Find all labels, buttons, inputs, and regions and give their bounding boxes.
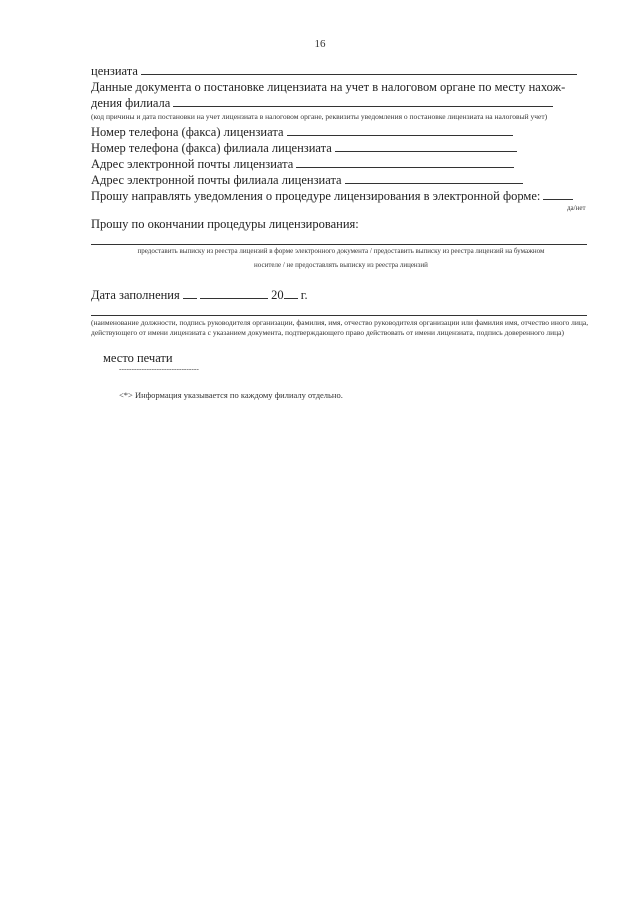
line-branch-location bbox=[91, 95, 591, 111]
fill-date-year-suffix: г. bbox=[300, 288, 308, 302]
fill-date-day-field[interactable] bbox=[183, 287, 197, 299]
licensing-heading: Прошу по окончании процедуры лицензирования: bbox=[91, 217, 359, 231]
branch-location-field[interactable] bbox=[173, 95, 553, 107]
licensee-tail-field[interactable] bbox=[141, 63, 577, 75]
licensee-phone-label: Номер телефона (факса) лицензиата bbox=[91, 125, 284, 139]
licensing-choice-field[interactable] bbox=[91, 244, 587, 245]
footnote: <*> Информация указывается по каждому филиалу отдельно. bbox=[119, 390, 343, 400]
tax-registration-label: Данные документа о постановке лицензиата на учет в налоговом органе по месту нахож- bbox=[91, 80, 566, 94]
form-content bbox=[91, 63, 591, 400]
signature-field[interactable] bbox=[91, 315, 587, 316]
electronic-notice-label: Прошу направлять уведомления о процедуре лицензирования в электронной форме: bbox=[91, 189, 541, 203]
licensee-email-label: Адрес электронной почты лицензиата bbox=[91, 157, 294, 171]
line-licensee-phone bbox=[91, 124, 591, 140]
line-licensee-tail bbox=[91, 63, 591, 79]
signature-note: (наименование должности, подпись руководителя организации, фамилия, имя, отчество руководителя организации или фамилия имя, отчество иного лица, действующего от имени лицензиата с указанием документа, подтверждающего право действовать от имени лицензиата, подпись доверенного лица) bbox=[91, 318, 589, 337]
fill-date-year-prefix: 20 bbox=[271, 288, 284, 302]
branch-email-field[interactable] bbox=[345, 172, 523, 184]
footnote-separator: -------------------------------- bbox=[119, 364, 199, 373]
stamp-place: место печати bbox=[103, 351, 173, 365]
licensee-phone-field[interactable] bbox=[287, 124, 513, 136]
line-fill-date bbox=[91, 287, 591, 303]
page-number: 16 bbox=[314, 38, 326, 50]
tax-registration-note: (код причины и дата постановки на учет лицензиата в налоговом органе, реквизиты уведомления о постановке лицензиата на налоговый учет) bbox=[91, 112, 548, 121]
licensing-options-line2: носителе / не предоставлять выписку из реестра лицензий bbox=[254, 261, 428, 269]
line-electronic-notice bbox=[91, 188, 591, 212]
yes-no-hint: да/нет bbox=[567, 204, 586, 212]
fill-date-month-field[interactable] bbox=[200, 287, 268, 299]
branch-location-label: дения филиала bbox=[91, 96, 171, 110]
line-licensee-email bbox=[91, 156, 591, 172]
branch-phone-label: Номер телефона (факса) филиала лицензиата bbox=[91, 141, 332, 155]
line-branch-email bbox=[91, 172, 591, 188]
fill-date-year-field[interactable] bbox=[284, 287, 298, 299]
branch-phone-field[interactable] bbox=[335, 140, 517, 152]
fill-date-label: Дата заполнения bbox=[91, 288, 180, 302]
electronic-notice-field[interactable] bbox=[543, 188, 573, 200]
licensee-email-field[interactable] bbox=[296, 156, 514, 168]
licensee-tail-label: цензиата bbox=[91, 64, 138, 78]
licensing-options-line1: предоставить выписку из реестра лицензий в форме электронного документа / предоставить выписку из реестра лицензий на бумажном bbox=[137, 247, 545, 255]
line-tax-registration bbox=[91, 79, 591, 95]
branch-email-label: Адрес электронной почты филиала лицензиата bbox=[91, 173, 342, 187]
line-branch-phone bbox=[91, 140, 591, 156]
